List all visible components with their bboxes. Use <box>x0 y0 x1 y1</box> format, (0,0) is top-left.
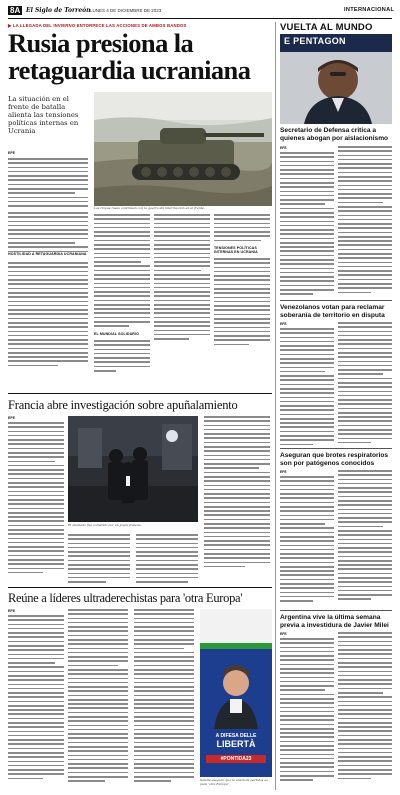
lead-deck: La situación en el frente de batalla alienta las tensiones políticas internas en Ucrania <box>8 95 79 135</box>
france-photo-police <box>68 416 198 522</box>
lead-column-4b <box>214 258 270 348</box>
newspaper-name: El Siglo de Torreón <box>26 7 91 14</box>
page-number: 8A <box>10 6 21 15</box>
france-column-1 <box>8 422 64 576</box>
world-story1-column-2 <box>338 146 392 296</box>
section-label: INTERNACIONAL <box>344 7 395 13</box>
world-story4-headline: Argentina vive la última semana previa a investidura de Javier Milei <box>280 614 389 629</box>
lead-credit: EFE <box>8 151 15 155</box>
lead-photo-caption: Las tropas rusas continúan con la guerra sin interrupción en el frente. <box>94 206 205 210</box>
reunion-column-1 <box>8 615 64 782</box>
lead-column-1-intro <box>8 158 88 209</box>
divider-world-3 <box>280 610 392 611</box>
world-photo-defense-secretary <box>280 34 392 124</box>
france-credit: EFE <box>8 416 15 420</box>
france-column-4 <box>204 416 270 570</box>
masthead <box>8 6 395 18</box>
kicker-arrow-icon: ▶ <box>8 23 13 28</box>
reunion-photo-salvini <box>200 609 272 777</box>
divider-world-2 <box>280 448 392 449</box>
world-story4-column-2 <box>338 632 392 782</box>
world-story2-column-2 <box>338 322 392 446</box>
kicker-text: LA LLEGADA DEL INVIERNO ENTORPECE LAS ACCIONES DE AMBOS BANDOS <box>12 23 187 28</box>
world-story2-column-1 <box>280 328 334 448</box>
poster-line-2: LIBERTÀ <box>216 739 256 749</box>
world-story2-headline: Venezolanos votan para reclamar soberanía de territorio en disputa <box>280 304 385 319</box>
france-column-2 <box>68 534 130 585</box>
poster-hashtag: #PONTIDA23 <box>206 755 266 763</box>
reunion-photo-caption: Salvini aseguró que la unión de partidos es para 'otra Europa'. <box>200 778 268 786</box>
column-separator <box>275 22 276 790</box>
lead-column-1 <box>8 212 88 255</box>
france-column-3 <box>136 534 198 585</box>
pentagon-backdrop-label: E PENTAGON <box>284 36 346 46</box>
lead-subhead-2: EL MUNDIAL SOLIDARIO <box>94 332 139 336</box>
world-story3-headline: Aseguran que brotes respiratorios son por patógenos conocidos <box>280 452 389 467</box>
lead-subhead-3: TENSIONES POLÍTICAS INTERNAS EN UCRANIA <box>214 246 258 254</box>
lead-photo-tank <box>94 92 272 206</box>
world-story3-column-1 <box>280 476 334 604</box>
date-label: LUNES 4 DE DICIEMBRE DE 2023 <box>90 8 162 13</box>
lead-column-2 <box>94 214 150 330</box>
world-story1-credit: EFE <box>280 146 287 150</box>
world-story1-column-1 <box>280 152 334 298</box>
reunion-column-2 <box>68 609 128 785</box>
reunion-column-3 <box>134 609 194 785</box>
divider-lead-bottom <box>8 393 272 394</box>
lead-column-1b <box>8 262 88 369</box>
masthead-rule <box>8 18 392 19</box>
reunion-credit: EFE <box>8 609 15 613</box>
france-photo-caption: El atentado fue cometido por un joven francés. <box>68 523 142 527</box>
lead-subhead-1: HOSTILIDAD A RETAGUARDIA UCRANIANA <box>8 252 87 256</box>
world-story2-credit: EFE <box>280 322 287 326</box>
lead-column-4 <box>214 214 270 244</box>
lead-column-2b <box>94 340 150 374</box>
world-story3-column-2 <box>338 470 392 603</box>
poster-line-1: A DIFESA DELLE <box>215 733 257 739</box>
lead-headline: Rusia presiona la retaguardia ucraniana <box>8 28 251 85</box>
world-story4-credit: EFE <box>280 632 287 636</box>
france-headline: Francia abre investigación sobre apuñalamiento <box>8 398 238 412</box>
reunion-headline: Reúne a líderes ultraderechistas para 'otra Europa' <box>8 591 243 605</box>
lead-column-3 <box>154 214 210 342</box>
world-story3-credit: EFE <box>280 470 287 474</box>
divider-france-bottom <box>8 587 272 588</box>
world-column-title: VUELTA AL MUNDO <box>280 22 373 33</box>
divider-world-1 <box>280 300 392 301</box>
world-story4-column-1 <box>280 638 334 784</box>
world-story1-headline: Secretario de Defensa critica a quienes abogan por aislacionismo <box>280 127 389 142</box>
